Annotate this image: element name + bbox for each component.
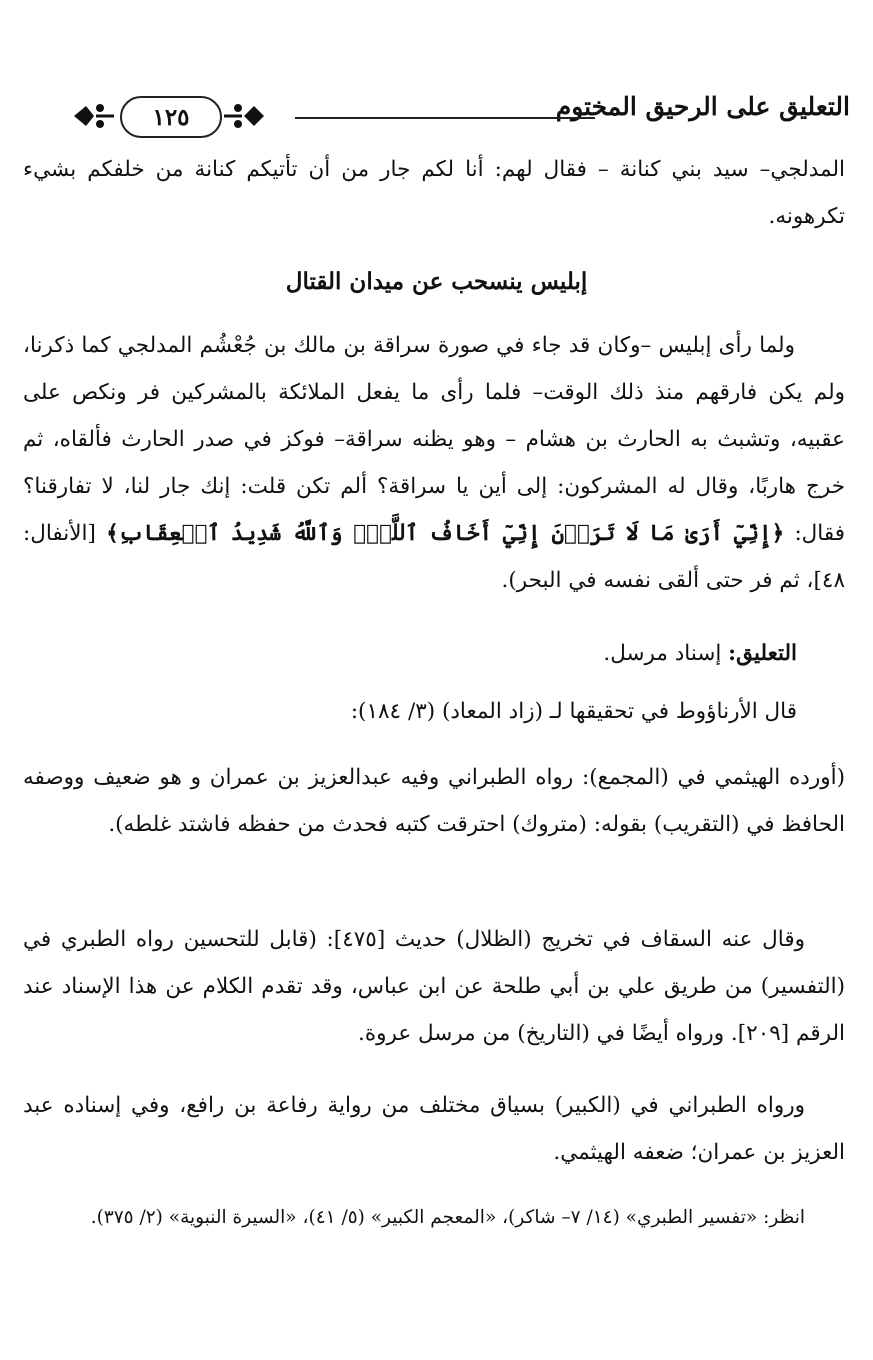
quran-reference: [الأنفال: ٤٨] — [23, 521, 845, 593]
narrative-text: ولما رأى إبليس –وكان قد جاء في صورة سراقة بن مالك بن جُعْشُم المدلجي كما ذكرنا، ولم يكن فارقهم منذ ذلك الوقت– فلما رأى ما يفعل الملائكة بالمشركين فر ونكص على عقبيه، وتشبث به الحارث بن هشام – وهو يظنه سراقة– فوكز في صدر الحارث فألقاه، ثم خرج هاربًا، وقال له المشركون: إلى أين يا سراقة؟ ألم تكن قلت: إنك جار لنا، لا تفارقنا؟ فقال: — [23, 333, 846, 546]
arnaout-citation: قال الأرناؤوط في تحقيقها لـ (زاد المعاد) (٣/ ١٨٤): — [350, 699, 797, 724]
book-title: التعليق على الرحيق المختوم — [555, 92, 850, 121]
narrative-ending: ، ثم فر حتى ألقى نفسه في البحر). — [501, 568, 814, 593]
running-header — [72, 88, 850, 144]
commentary-text: إسناد مرسل. — [603, 641, 729, 666]
quran-verse: ﴿إِنِّيٓ أَرَىٰ مَا لَا تَرَوۡنَ إِنِّيٓ أَخَافُ ٱللَّهَۚ وَٱللَّهُ شَدِيدُ ٱلۡعِقَابِ﴾ — [106, 521, 785, 546]
commentary-note — [23, 630, 797, 677]
right-flourish-icon — [220, 96, 268, 136]
saqqaf-text: وقال عنه السقاف في تخريج (الظلال) حديث [٤٧٥]: (قابل للتحسين رواه الطبري في (التفسير) من طريق علي بن أبي طلحة عن ابن عباس، وقد تقدم الكلام عن هذا الإسناد عند الرقم [٢٠٩]. ورواه أيضًا في (التاريخ) من مرسل عروة. — [23, 927, 845, 1046]
paragraph-narrative — [23, 322, 845, 604]
haythami-quote: (أورده الهيثمي في (المجمع): رواه الطبراني وفيه عبدالعزيز بن عمران و هو ضعيف ووصفه الحافظ في (التقريب) بقوله: (متروك) احترقت كتبه فحدث من حفظه فاشتد غلطه). — [23, 765, 845, 837]
header-rule — [295, 117, 595, 119]
tabarani-text: ورواه الطبراني في (الكبير) بسياق مختلف من رواية رفاعة بن رافع، وفي إسناده عبد العزيز بن عمران؛ ضعفه الهيثمي. — [23, 1093, 845, 1165]
commentary-label: التعليق: — [728, 641, 797, 666]
section-heading: إبليس ينسحب عن ميدان القتال — [285, 268, 588, 295]
page-number: ١٢٥ — [120, 96, 222, 138]
page-number-ornament — [72, 88, 312, 144]
references-footnote — [23, 1196, 845, 1240]
references-text: انظر: «تفسير الطبري» (١٤/ ٧– شاكر)، «المعجم الكبير» (٥/ ٤١)، «السيرة النبوية» (٢/ ٣٧٥). — [90, 1207, 805, 1228]
tabarani-note — [23, 1082, 845, 1176]
paragraph-continuation: المدلجي– سيد بني كنانة – فقال لهم: أنا لكم جار من أن تأتيكم كنانة من خلفكم بشيء تكرهونه. — [23, 157, 845, 229]
left-flourish-icon — [72, 96, 116, 136]
saqqaf-quote — [23, 916, 845, 1057]
